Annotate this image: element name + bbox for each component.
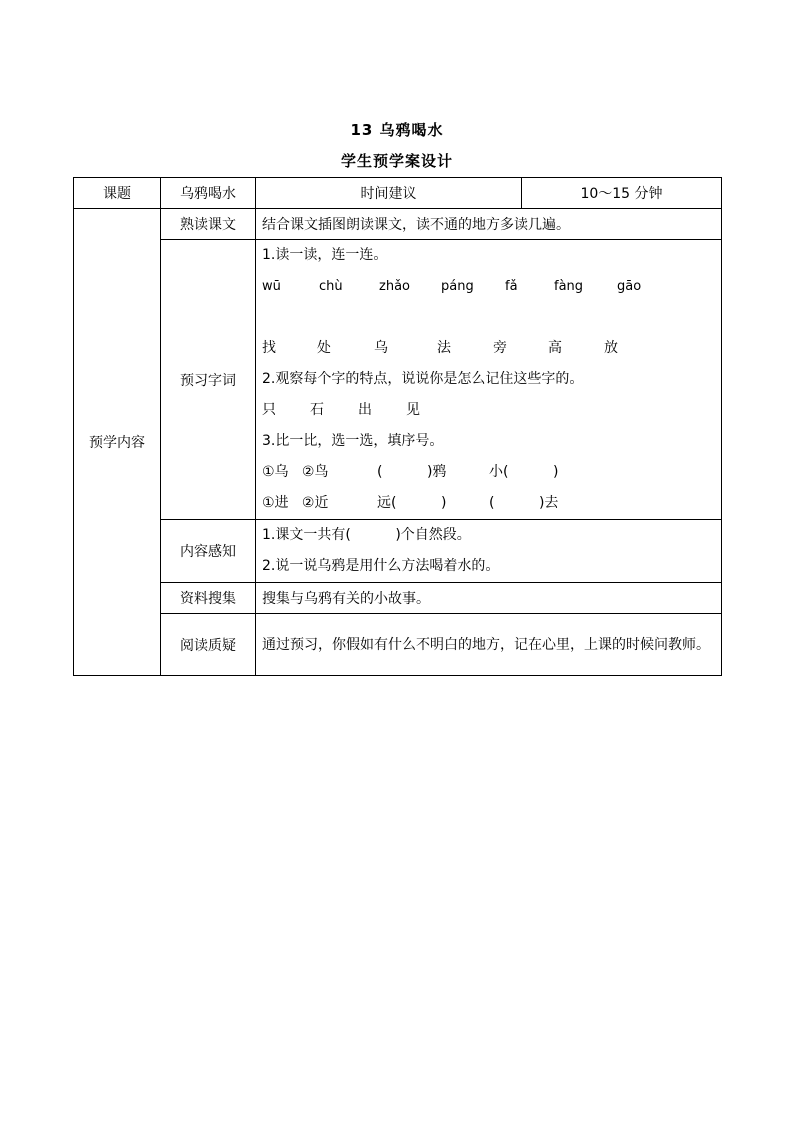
blank-a1: ( )鸦 [377,464,447,480]
char-row-2 [262,395,715,426]
material-row [74,583,722,614]
compare-row-a [262,457,715,488]
char-item: 石 [310,402,324,418]
pinyin-item: zhǎo [379,279,410,294]
vocab-q3: 3.比一比，选一选，填序号。 [262,433,444,449]
char-row-1 [262,333,715,364]
info-row [74,178,722,209]
options-a: ①乌 ②鸟 [262,464,329,480]
section-label: 预学内容 [74,209,161,676]
pinyin-item: fǎ [505,279,518,294]
vocab-label: 预习字词 [161,240,256,520]
content-q2: 2.说一说乌鸦是用什么方法喝着水的。 [262,558,500,574]
char-item: 高 [548,340,562,356]
read-text: 结合课文插图朗读课文，读不通的地方多读几遍。 [256,209,722,240]
lesson-title: 13 乌鸦喝水 [350,121,444,139]
pinyin-item: páng [441,279,474,294]
content-row [74,520,722,583]
content-cell [256,520,722,583]
vocab-content [256,240,722,520]
char-item: 放 [604,340,618,356]
char-item: 法 [437,340,451,356]
vocab-row [74,240,722,520]
pinyin-item: gāo [617,279,642,294]
compare-row-b [262,488,715,519]
char-item: 处 [317,340,331,356]
topic-value: 乌鸦喝水 [161,178,256,209]
blank-a2: 小( ) [489,464,559,480]
pinyin-item: chù [319,279,343,294]
char-item: 见 [406,402,420,418]
time-label: 时间建议 [256,178,522,209]
question-label: 阅读质疑 [161,614,256,676]
char-item: 出 [358,402,372,418]
pinyin-item: wū [262,279,281,294]
char-item: 旁 [493,340,507,356]
matching-gap [262,302,715,333]
topic-label: 课题 [74,178,161,209]
question-row [74,614,722,676]
content-q1: 1.课文一共有( )个自然段。 [262,527,471,543]
preview-table [73,177,722,676]
question-text: 通过预习，你假如有什么不明白的地方，记在心里，上课的时候问教师。 [256,614,722,676]
vocab-q2: 2.观察每个字的特点，说说你是怎么记住这些字的。 [262,371,584,387]
pinyin-item: fàng [554,279,584,294]
read-label: 熟读课文 [161,209,256,240]
blank-b1: 远( ) [377,495,447,511]
vocab-q1: 1.读一读，连一连。 [262,247,388,263]
char-item: 只 [262,402,276,418]
pinyin-row [262,271,715,302]
char-item: 乌 [374,340,388,356]
content-label: 内容感知 [161,520,256,583]
char-item: 找 [262,340,276,356]
worksheet-subtitle: 学生预学案设计 [340,152,453,170]
time-value: 10～15 分钟 [522,178,722,209]
read-row [74,209,722,240]
blank-b2: ( )去 [489,495,559,511]
material-text: 搜集与乌鸦有关的小故事。 [256,583,722,614]
options-b: ①进 ②近 [262,495,329,511]
material-label: 资料搜集 [161,583,256,614]
